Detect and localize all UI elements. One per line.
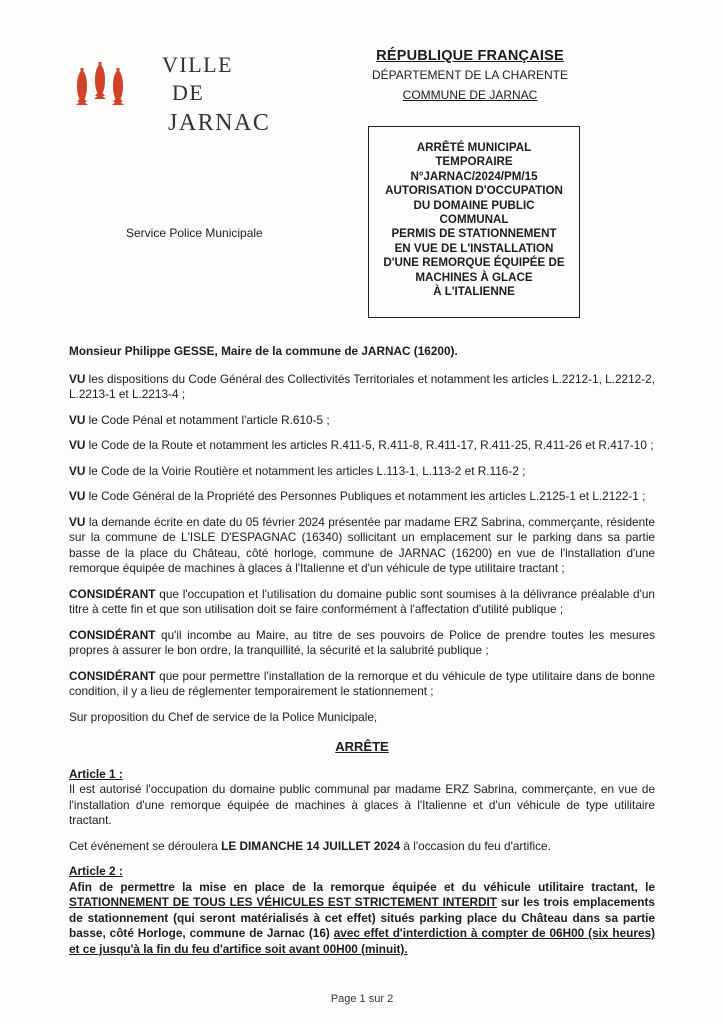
service-label: Service Police Municipale xyxy=(126,226,263,240)
box-line: COMMUNAL xyxy=(439,213,509,227)
article-1-event: Cet événement se déroulera LE DIMANCHE 14 JUILLET 2024 à l'occasion du feu d'artifice. xyxy=(69,838,551,853)
vu-paragraph: VU le Code Pénal et notamment l'article R.610-5 ; xyxy=(69,412,330,427)
considerant-paragraph: CONSIDÉRANT qu'il incombe au Maire, au titre de ses pouvoirs de Police de prendre toutes les mesures propres à assurer le bon ordre, la tranquillité, la sécurité et la salubrité publique ; xyxy=(69,627,655,657)
box-line: D'UNE REMORQUE ÉQUIPÉE DE xyxy=(383,256,565,270)
logo-line-de: DE xyxy=(172,80,205,105)
box-line: PERMIS DE STATIONNEMENT xyxy=(391,227,557,241)
considerant-paragraph: CONSIDÉRANT que pour permettre l'installation de la remorque et du véhicule de type utilitaire dans de bonne condition, il y a lieu de réglementer temporairement le stationnement ; xyxy=(69,668,655,698)
box-line: MACHINES À GLACE xyxy=(415,270,533,284)
article-1-text: Il est autorisé l'occupation du domaine public communal par madame ERZ Sabrina, commerçante, en vue de l'installation d'une remorque équipée de machines à glaces à l'Italienne et d'un véhicule de type utilitaire tractant. xyxy=(69,782,655,827)
box-line: N°JARNAC/2024/PM/15 xyxy=(410,169,538,183)
proposal-line: Sur proposition du Chef de service de la Police Municipale, xyxy=(69,709,378,724)
logo-line-jarnac: JARNAC xyxy=(168,110,271,136)
mayor-line: Monsieur Philippe GESSE, Maire de la commune de JARNAC (16200). xyxy=(69,344,458,358)
vu-paragraph: VU le Code de la Route et notamment les articles R.411-5, R.411-8, R.411-17, R.411-25, R.411-26 et R.417-10 ; xyxy=(69,438,654,452)
box-line: EN VUE DE L'INSTALLATION xyxy=(394,241,554,255)
vu-paragraph: VU les dispositions du Code Général des Collectivités Territoriales et notamment les articles L.2212-1, L.2212-2, L.2213-1 et L.2213-4 ; xyxy=(69,371,655,401)
box-line: TEMPORAIRE xyxy=(435,155,513,169)
arrete-title-box xyxy=(368,126,580,318)
fish-emblem-icon xyxy=(72,56,128,126)
article-2-text: Afin de permettre la mise en place de la remorque équipée et du véhicule utilitaire tractant, le STATIONNEMENT DE TOUS LES VÉHICULES EST STRICTEMENT INTERDIT sur les trois emplacements de stationnement (qui seront matérialisés à cet effet) situés parking place du Château dans sa partie basse, côté Horloge, commune de Jarnac (16) avec effet d'interdiction à compter de 06H00 (six heures) et ce jusqu'à la fin du feu d'artifice soit avant 00H00 (minuit). xyxy=(69,879,656,956)
considerant-paragraph: CONSIDÉRANT que l'occupation et l'utilisation du domaine public sont soumises à la délivrance préalable d'un titre à cette fin et que son utilisation doit se faire conformément à l'affectation d'utilité publique ; xyxy=(69,586,655,616)
page-number: Page 1 sur 2 xyxy=(330,993,394,1005)
department-title: DÉPARTEMENT DE LA CHARENTE xyxy=(371,68,569,82)
box-line: DU DOMAINE PUBLIC xyxy=(413,198,535,212)
republic-title: RÉPUBLIQUE FRANÇAISE xyxy=(376,48,564,64)
arrete-heading: ARRÊTE xyxy=(335,739,389,754)
vu-paragraph: VU le Code de la Voirie Routière et notamment les articles L.113-1, L.113-2 et R.116-2 ; xyxy=(69,463,526,478)
commune-title: COMMUNE DE JARNAC xyxy=(402,88,538,102)
logo-line-ville: VILLE xyxy=(162,52,234,77)
vu-paragraph: VU la demande écrite en date du 05 février 2024 présentée par madame ERZ Sabrina, commerçante, résidente sur la commune de L'ISLE D'ESPAGNAC (16340) sollicitant un emplacement sur le parking dans sa partie basse de la place du Château, côté horloge, commune de JARNAC (16200) en vue de l'installation d'une remorque équipée de machines à glaces à l'Italienne et d'un véhicule de type utilitaire tractant ; xyxy=(69,514,655,575)
header-right xyxy=(350,48,590,102)
article-2-title: Article 2 : xyxy=(69,864,123,878)
article-1-title: Article 1 : xyxy=(69,766,123,781)
box-line: À L'ITALIENNE xyxy=(433,285,515,299)
document-body xyxy=(69,344,655,967)
box-line: AUTORISATION D'OCCUPATION xyxy=(385,184,563,198)
vu-paragraph: VU le Code Général de la Propriété des Personnes Publiques et notamment les articles L.2125-1 et L.2122-1 ; xyxy=(69,489,646,503)
box-line: ARRÊTÉ MUNICIPAL xyxy=(416,141,532,154)
